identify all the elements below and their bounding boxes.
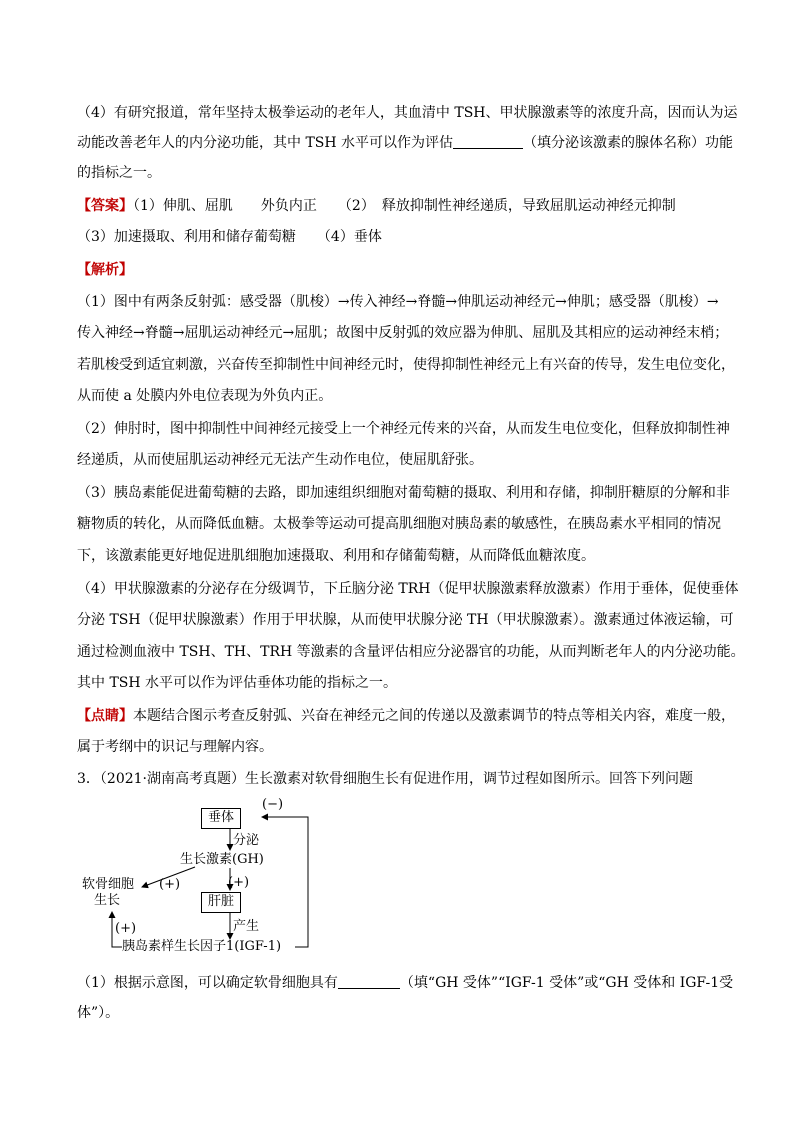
- analysis-p1-line-1: （1）图中有两条反射弧：感受器（肌梭）→传入神经→脊髓→伸肌运动神经元→伸肌；感受器（肌梭）→: [77, 294, 719, 310]
- gh-label: 生长激素(GH): [180, 852, 264, 867]
- analysis-p4-line-4: 其中 TSH 水平可以作为评估垂体功能的指标之一。: [77, 675, 398, 691]
- analysis-p3-line-3: 下，该激素能更好地促进肌细胞加速摄取、利用和存储葡萄糖，从而降低血糖浓度。: [77, 548, 595, 564]
- cartilage-label-2: 生长: [94, 893, 121, 908]
- analysis-p2-line-2: 经递质，从而使屈肌运动神经元无法产生动作电位，使屈肌舒张。: [77, 452, 483, 468]
- pituitary-box: 垂体: [201, 808, 241, 829]
- q3-1a: （1）根据示意图，可以确定软骨细胞具有: [77, 975, 338, 991]
- comment-text-1: 本题结合图示考查反射弧、兴奋在神经元之间的传递以及激素调节的特点等相关内容，难度一般，: [133, 708, 735, 724]
- analysis-p4-line-1: （4）甲状腺激素的分泌存在分级调节，下丘脑分泌 TRH（促甲状腺激素释放激素）作用于垂体，促使垂体: [77, 581, 739, 597]
- q3-answer-blank[interactable]: [338, 974, 400, 989]
- analysis-p1-line-3: 若肌梭受到适宜刺激，兴奋传至抑制性中间神经元时，使得抑制性神经元上有兴奋的传导，发生电位变化，: [77, 357, 735, 373]
- produce-label: 产生: [233, 919, 260, 934]
- analysis-p1-line-2: 传入神经→脊髓→屈肌运动神经元→屈肌；故图中反射弧的效应器为伸肌、屈肌及其相应的运动神经末梢；: [77, 325, 729, 341]
- analysis-p4-line-2: 分泌 TSH（促甲状腺激素）作用于甲状腺，从而使甲状腺分泌 TH（甲状腺激素）。激素通过体液运输，可: [77, 612, 734, 628]
- q4-line-2a: 动能改善老年人的内分泌功能，其中 TSH 水平可以作为评估: [77, 135, 454, 151]
- comment-line-1: [77, 706, 735, 726]
- arrow-feedback: [262, 817, 308, 947]
- q4-line-2: [77, 133, 734, 153]
- answer-line-1: [77, 196, 727, 216]
- plus-label-2: (+): [228, 875, 250, 890]
- analysis-tag: 【解析】: [77, 262, 133, 278]
- q3-1-line-2: 体”）。: [77, 1005, 120, 1021]
- regulation-diagram: [80, 795, 320, 955]
- analysis-p4-line-3: 通过检测血液中 TSH、TH、TRH 等激素的含量评估相应分泌器官的功能，从而判断老年人的内分泌功能。: [77, 644, 745, 660]
- answer-blank[interactable]: [453, 134, 523, 149]
- comment-tag: 【点睛】: [77, 708, 133, 724]
- minus-label: (−): [262, 797, 284, 812]
- analysis-p2-line-1: （2）伸肘时，图中抑制性中间神经元接受上一个神经元传来的兴奋，从而发生电位变化，但释放抑制性神: [77, 421, 730, 437]
- liver-box: 肝脏: [201, 892, 241, 913]
- analysis-p3-line-1: （3）胰岛素能促进葡萄糖的去路，即加速组织细胞对葡萄糖的摄取、利用和存储，抑制肝糖原的分解和非: [77, 485, 730, 501]
- answer-line-2: （3）加速摄取、利用和储存葡萄糖 （4）垂体: [77, 229, 382, 245]
- answer-text-1: （1）伸肌、屈肌 外负内正 （2） 释放抑制性神经递质，导致屈肌运动神经元抑制: [133, 198, 676, 214]
- q4-line-1: （4）有研究报道，常年坚持太极拳运动的老年人，其血清中 TSH、甲状腺激素等的浓度升高，因而认为运: [77, 105, 738, 121]
- comment-line-2: 属于考纲中的识记与理解内容。: [77, 739, 273, 755]
- igf-label: 胰岛素样生长因子1(IGF-1): [122, 939, 282, 954]
- plus-label-1: (+): [159, 877, 181, 892]
- secrete-label: 分泌: [233, 833, 260, 848]
- q3-1-line-1: [77, 973, 734, 993]
- analysis-p3-line-2: 糖物质的转化，从而降低血糖。太极拳等运动可提高肌细胞对胰岛素的敏感性，在胰岛素水平相同的情况: [77, 516, 721, 532]
- plus-label-3: (+): [115, 921, 137, 936]
- cartilage-label-1: 软骨细胞: [82, 877, 135, 892]
- q4-line-2b: （填分泌该激素的腺体名称）功能: [523, 135, 734, 151]
- q3-title: 3．（2021·湖南高考真题）生长激素对软骨细胞生长有促进作用，调节过程如图所示。回答下列问题: [77, 771, 693, 787]
- analysis-tag-line: [77, 260, 727, 280]
- q4-line-3: 的指标之一。: [77, 165, 161, 181]
- answer-tag: 【答案】: [77, 198, 133, 214]
- analysis-p1-line-4: 从而使 a 处膜内外电位表现为外负内正。: [77, 388, 333, 404]
- q3-1b: （填“GH 受体”“IGF-1 受体”或“GH 受体和 IGF-1受: [399, 975, 734, 991]
